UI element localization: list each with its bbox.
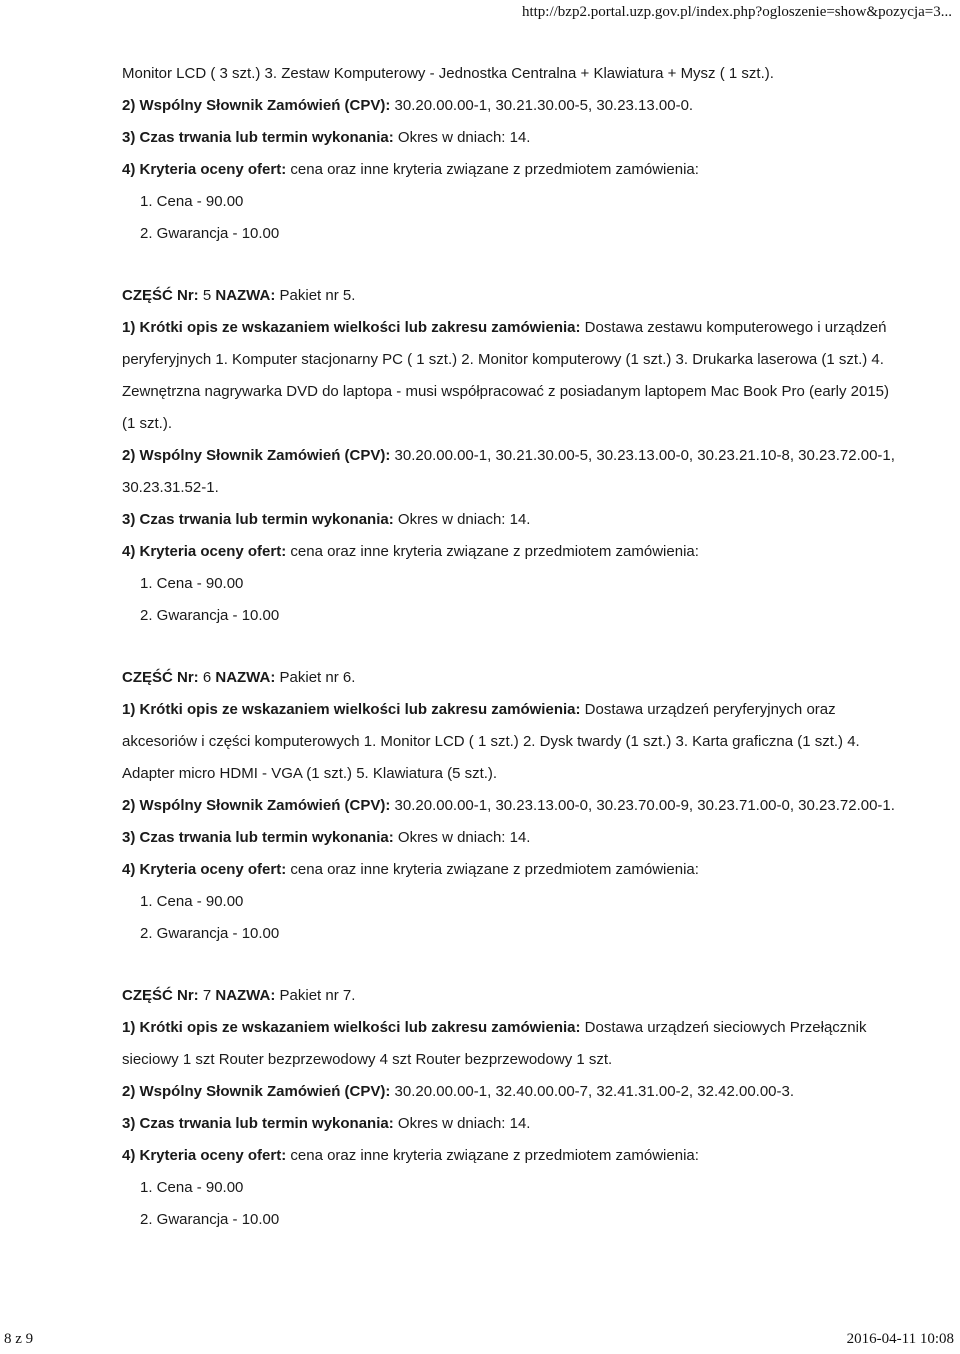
part-criterion-2: 2. Gwarancja - 10.00 — [140, 925, 280, 942]
criteria-label: 4) Kryteria oceny ofert: — [122, 161, 287, 178]
cpv-label: 2) Wspólny Słownik Zamówień (CPV): — [122, 1083, 391, 1100]
part-desc — [0, 694, 960, 790]
cpv-value: 30.20.00.00-1, 30.23.13.00-0, 30.23.70.00-9, 30.23.71.00-0, 30.23.72.00-1. — [394, 797, 895, 814]
part-nr: 6 — [202, 669, 212, 686]
part-heading — [0, 662, 960, 694]
desc-label: 1) Krótki opis ze wskazaniem wielkości lub zakresu zamówienia: — [122, 1019, 581, 1036]
cpv-value: 30.20.00.00-1, 30.21.30.00-5, 30.23.13.00-0. — [394, 97, 694, 114]
desc-value: Dostawa zestawu komputerowego i urządzeń peryferyjnych 1. Komputer stacjonarny PC ( 1 szt.) 2. Monitor komputerowy (1 szt.) 3. Drukarka laserowa (1 szt.) 4. Zewnętrzna nagrywarka DVD do laptopa - musi współpracować z posiadanym laptopem Mac Book Pro (early 2015) (1 szt.). — [122, 319, 890, 432]
criteria-value: cena oraz inne kryteria związane z przedmiotem zamówienia: — [290, 161, 699, 178]
part-cpv — [0, 1076, 960, 1108]
part-name: Pakiet nr 7. — [279, 987, 356, 1004]
header-url: http://bzp2.portal.uzp.gov.pl/index.php?ogloszenie=show&pozycja=3... — [521, 4, 952, 20]
part-criterion-1: 1. Cena - 90.00 — [140, 893, 244, 910]
intro-cpv — [0, 90, 960, 122]
cpv-value: 30.20.00.00-1, 32.40.00.00-7, 32.41.31.00-2, 32.42.00.00-3. — [394, 1083, 795, 1100]
part-criteria — [0, 1140, 960, 1172]
part-desc — [0, 1012, 960, 1076]
part-criteria — [0, 536, 960, 568]
time-label: 3) Czas trwania lub termin wykonania: — [122, 129, 394, 146]
print-date: 2016-04-11 10:08 — [846, 1331, 954, 1347]
part-nr: 5 — [202, 287, 212, 304]
criteria-label: 4) Kryteria oceny ofert: — [122, 543, 287, 560]
part-criterion-2: 2. Gwarancja - 10.00 — [140, 1211, 280, 1228]
part-time — [0, 504, 960, 536]
part-name: Pakiet nr 6. — [279, 669, 356, 686]
part-name: Pakiet nr 5. — [279, 287, 356, 304]
criteria-label: 4) Kryteria oceny ofert: — [122, 1147, 287, 1164]
part-heading — [0, 980, 960, 1012]
part-nr: 7 — [202, 987, 212, 1004]
intro-criteria — [0, 154, 960, 186]
part-label: CZĘŚĆ Nr: — [122, 669, 199, 686]
part-cpv — [0, 440, 960, 504]
time-value: Okres w dniach: 14. — [397, 829, 531, 846]
part-criterion-1: 1. Cena - 90.00 — [140, 575, 244, 592]
part-criteria — [0, 854, 960, 886]
part-heading — [0, 280, 960, 312]
time-value: Okres w dniach: 14. — [397, 1115, 531, 1132]
part-desc — [0, 312, 960, 440]
part-cpv — [0, 790, 960, 822]
time-value: Okres w dniach: 14. — [397, 511, 531, 528]
document-body — [0, 58, 960, 1236]
criteria-value: cena oraz inne kryteria związane z przedmiotem zamówienia: — [290, 861, 699, 878]
part-label: CZĘŚĆ Nr: — [122, 287, 199, 304]
criteria-label: 4) Kryteria oceny ofert: — [122, 861, 287, 878]
time-label: 3) Czas trwania lub termin wykonania: — [122, 1115, 394, 1132]
criteria-value: cena oraz inne kryteria związane z przedmiotem zamówienia: — [290, 543, 699, 560]
desc-label: 1) Krótki opis ze wskazaniem wielkości lub zakresu zamówienia: — [122, 319, 581, 336]
desc-value: Dostawa urządzeń sieciowych Przełącznik sieciowy 1 szt Router bezprzewodowy 4 szt Router bezprzewodowy 1 szt. — [122, 1019, 867, 1068]
intro-time — [0, 122, 960, 154]
intro-desc-tail: Monitor LCD ( 3 szt.) 3. Zestaw Komputerowy - Jednostka Centralna + Klawiatura + Mysz ( 1 szt.). — [122, 65, 774, 82]
page-number: 8 z 9 — [4, 1331, 34, 1347]
part-label: CZĘŚĆ Nr: — [122, 987, 199, 1004]
desc-label: 1) Krótki opis ze wskazaniem wielkości lub zakresu zamówienia: — [122, 701, 581, 718]
part-time — [0, 822, 960, 854]
time-value: Okres w dniach: 14. — [397, 129, 531, 146]
cpv-label: 2) Wspólny Słownik Zamówień (CPV): — [122, 97, 391, 114]
cpv-value: 30.20.00.00-1, 30.21.30.00-5, 30.23.13.00-0, 30.23.21.10-8, 30.23.72.00-1, 30.23.31.52-1. — [122, 447, 895, 496]
part-criterion-1: 1. Cena - 90.00 — [140, 1179, 244, 1196]
intro-criterion-1: 1. Cena - 90.00 — [140, 193, 244, 210]
part-criterion-2: 2. Gwarancja - 10.00 — [140, 607, 280, 624]
part-time — [0, 1108, 960, 1140]
criteria-value: cena oraz inne kryteria związane z przedmiotem zamówienia: — [290, 1147, 699, 1164]
desc-value: Dostawa urządzeń peryferyjnych oraz akcesoriów i części komputerowych 1. Monitor LCD ( 1 szt.) 2. Dysk twardy (1 szt.) 3. Karta graficzna (1 szt.) 4. Adapter micro HDMI - VGA (1 szt.) 5. Klawiatura (5 szt.). — [122, 701, 860, 782]
time-label: 3) Czas trwania lub termin wykonania: — [122, 829, 394, 846]
cpv-label: 2) Wspólny Słownik Zamówień (CPV): — [122, 797, 391, 814]
name-label: NAZWA: — [215, 669, 276, 686]
name-label: NAZWA: — [215, 987, 276, 1004]
name-label: NAZWA: — [215, 287, 276, 304]
intro-criterion-2: 2. Gwarancja - 10.00 — [140, 225, 280, 242]
time-label: 3) Czas trwania lub termin wykonania: — [122, 511, 394, 528]
cpv-label: 2) Wspólny Słownik Zamówień (CPV): — [122, 447, 391, 464]
